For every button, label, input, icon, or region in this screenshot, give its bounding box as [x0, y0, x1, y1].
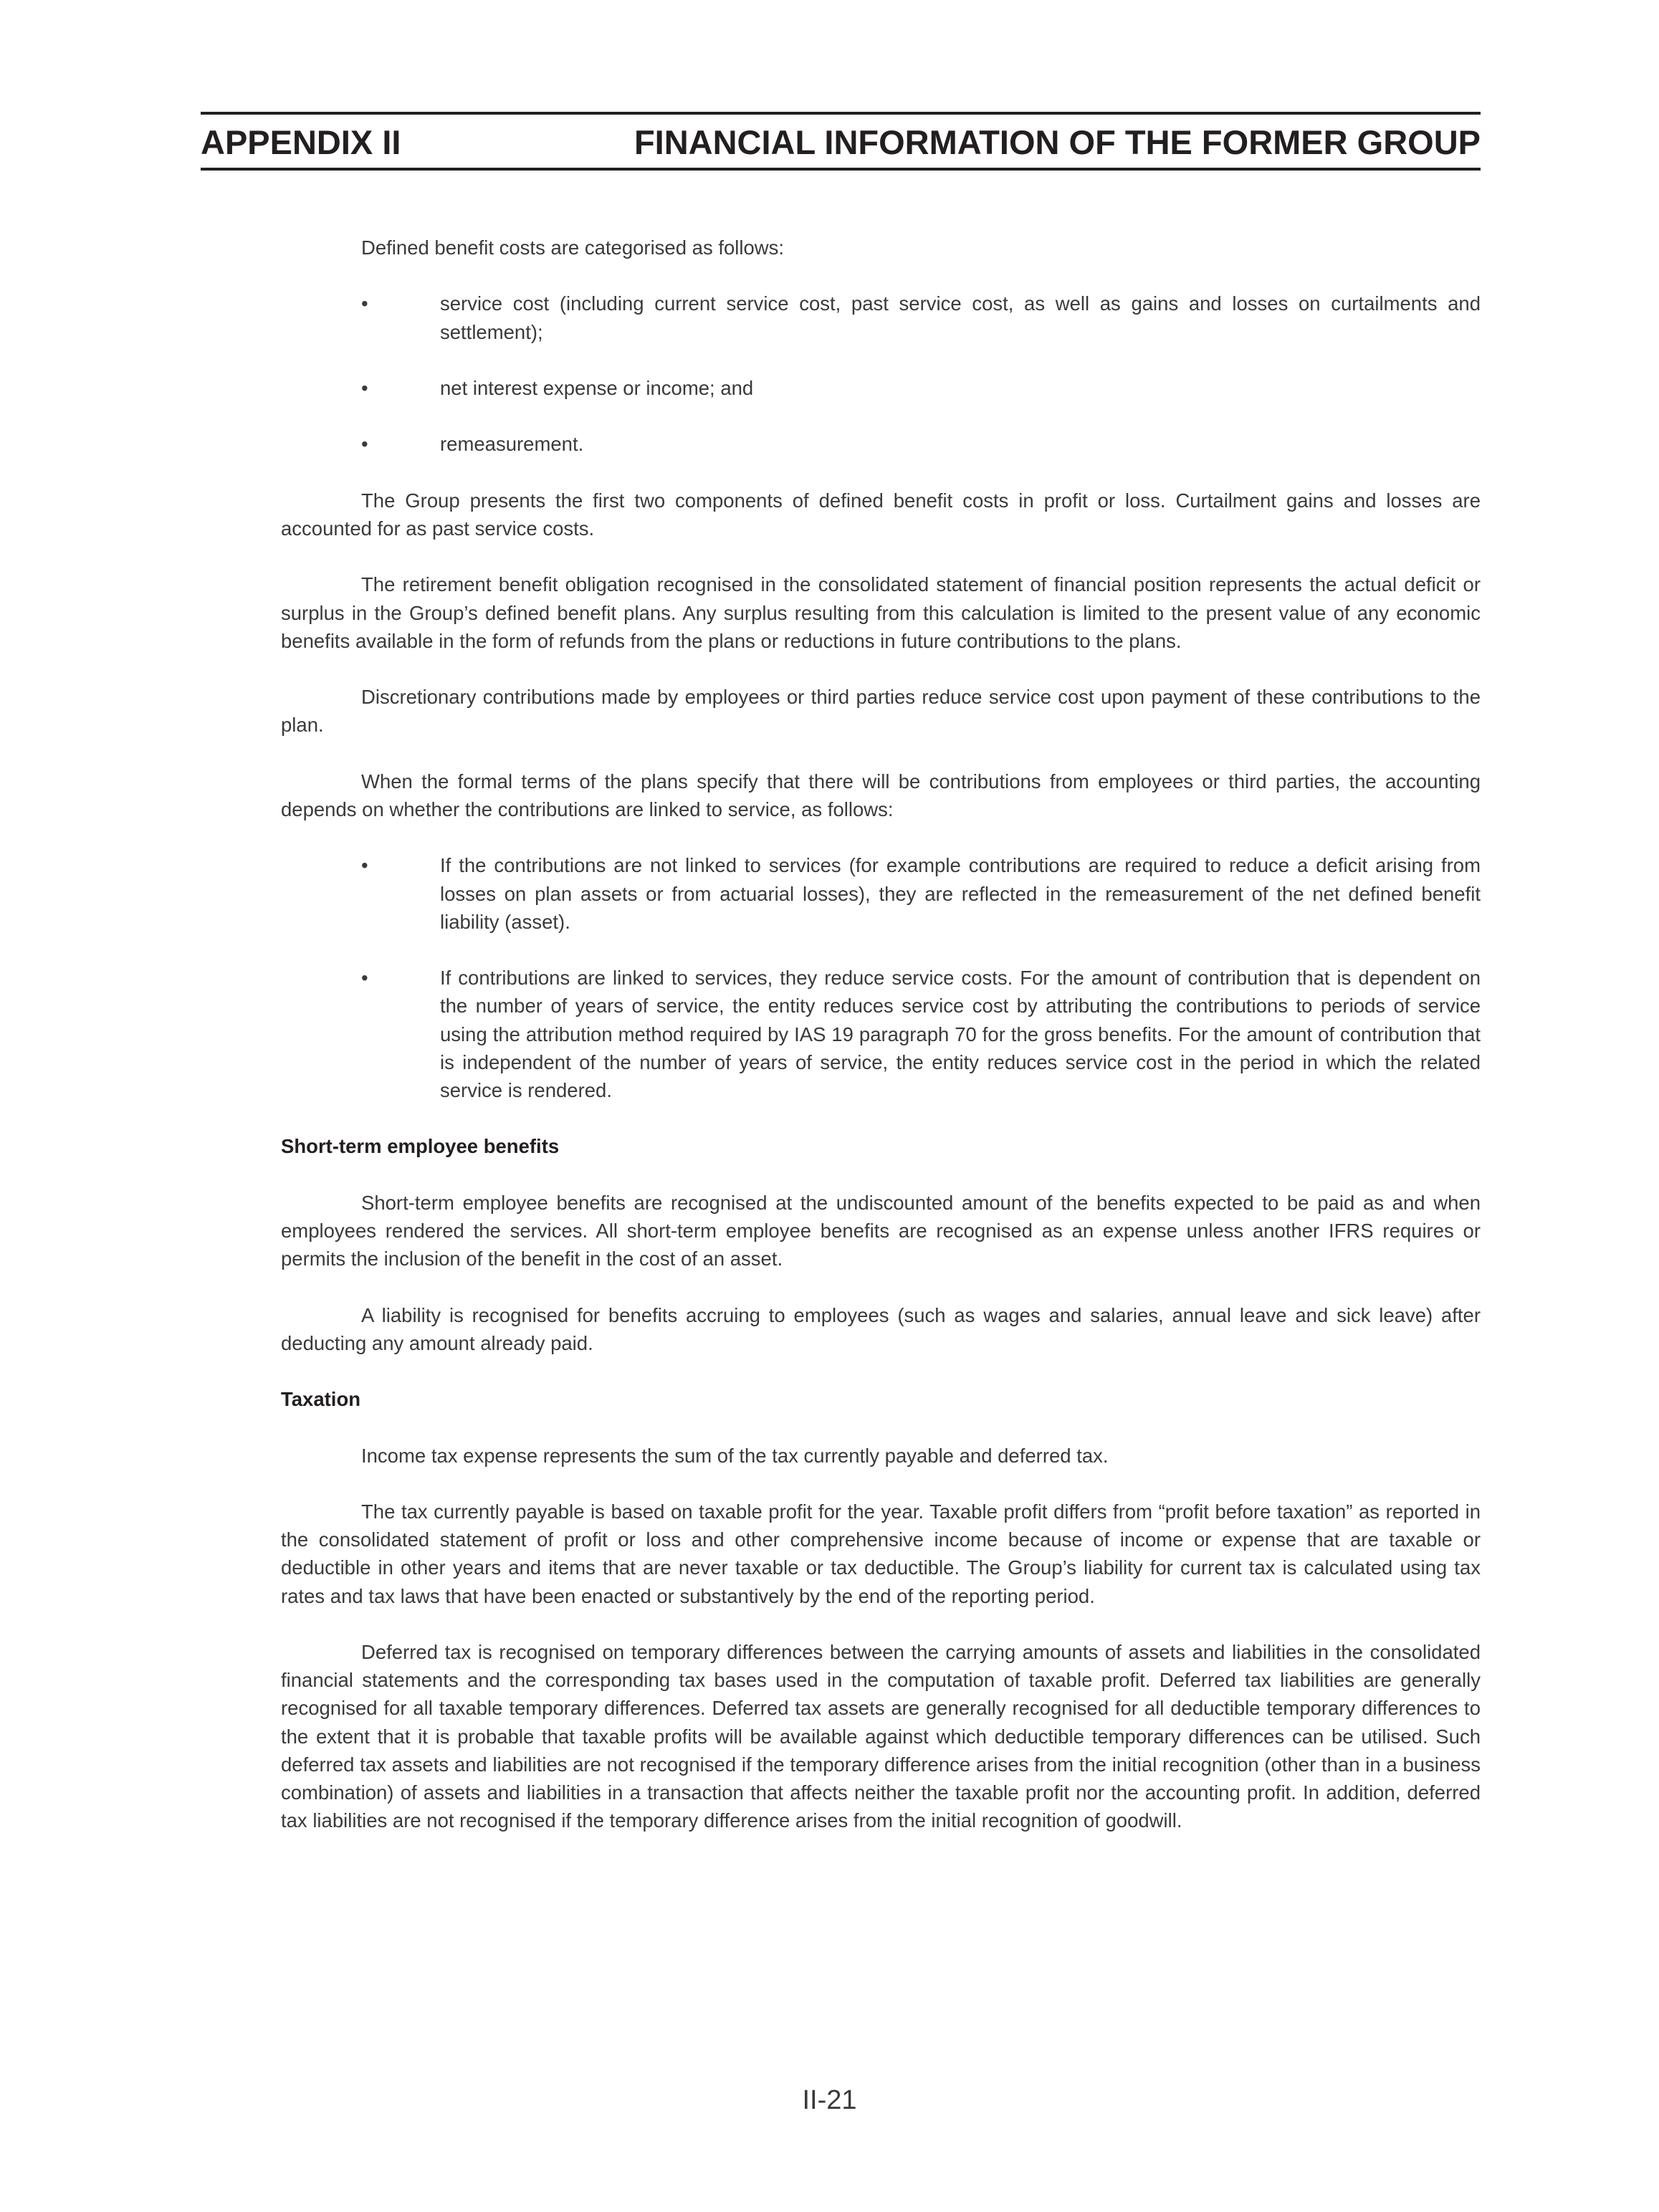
- list-item-text: If the contributions are not linked to services (for example contributions are required to reduce a deficit arising from losses on plan assets or from actuarial losses), they are reflected in the remeasurement of the net defined benefit liability (asset).: [440, 854, 1481, 933]
- paragraph: Deferred tax is recognised on temporary differences between the carrying amounts of assets and liabilities in the consolidated financial statements and the corresponding tax bases used in the computation of taxable profit. Deferred tax liabilities are generally recognised for all taxable temporary differences. Deferred tax assets are generally recognised for all deductible temporary differences to the extent that it is probable that taxable profits will be available against which deductible temporary differences can be utilised. Such deferred tax assets and liabilities are not recognised if the temporary difference arises from the initial recognition (other than in a business combination) of assets and liabilities in a transaction that affects neither the taxable profit nor the accounting profit. In addition, deferred tax liabilities are not recognised if the temporary difference arises from the initial recognition of goodwill.: [281, 1640, 1481, 1832]
- bullet-icon: •: [361, 854, 368, 877]
- bullet-icon: •: [361, 433, 368, 456]
- paragraph: Short-term employee benefits are recognised at the undiscounted amount of the benefits expected to be paid as and when employees rendered the services. All short-term employee benefits are recognised as an expense unless another IFRS requires or permits the inclusion of the benefit in the cost of an asset.: [281, 1191, 1481, 1270]
- appendix-label: APPENDIX II: [201, 123, 401, 161]
- section-title: FINANCIAL INFORMATION OF THE FORMER GROUP: [634, 123, 1481, 161]
- paragraph: A liability is recognised for benefits accruing to employees (such as wages and salaries, annual leave and sick leave) after deducting any amount already paid.: [281, 1303, 1481, 1354]
- list-item: [281, 851, 1481, 936]
- page-number: II-21: [802, 2085, 857, 2115]
- paragraph: Discretionary contributions made by employees or third parties reduce service cost upon payment of these contributions to the plan.: [281, 686, 1481, 737]
- list-item-text: net interest expense or income; and: [440, 376, 754, 399]
- list-item-text: remeasurement.: [440, 433, 584, 456]
- list-item-text: If contributions are linked to services, they reduce service costs. For the amount of contribution that is dependent on the number of years of service, the entity reduces service cost by attributing the contributions to periods of service using the attribution method required by IAS 19 paragraph 70 for the gross benefits. For the amount of contribution that is independent of the number of years of service, the entity reduces service cost in the period in which the related service is rendered.: [440, 967, 1481, 1101]
- page-header: [201, 112, 1481, 171]
- section-heading-taxation: Taxation: [281, 1388, 361, 1411]
- list-item: [281, 430, 1481, 458]
- list-item: [281, 374, 1481, 402]
- bullet-icon: •: [361, 376, 368, 399]
- intro-paragraph: Defined benefit costs are categorised as follows:: [361, 236, 785, 259]
- paragraph: Income tax expense represents the sum of the tax currently payable and deferred tax.: [361, 1444, 1109, 1467]
- paragraph: The retirement benefit obligation recognised in the consolidated statement of financial position represents the actual deficit or surplus in the Group’s defined benefit plans. Any surplus resulting from this calculation is limited to the present value of any economic benefits available in the form of refunds from the plans or reductions in future contributions to the plans.: [281, 573, 1481, 652]
- bullet-list-contributions: [281, 851, 1481, 1104]
- bullet-icon: •: [361, 292, 368, 315]
- bullet-icon: •: [361, 967, 368, 990]
- list-item: [281, 289, 1481, 345]
- section-heading-short-term-benefits: Short-term employee benefits: [281, 1135, 560, 1158]
- list-item-text: service cost (including current service cost, past service cost, as well as gains and losses on curtailments and settlement);: [440, 292, 1481, 343]
- bullet-list-cost-categories: [281, 289, 1481, 458]
- paragraph: When the formal terms of the plans specify that there will be contributions from employees or third parties, the accounting depends on whether the contributions are linked to service, as follows:: [281, 770, 1481, 820]
- paragraph: The Group presents the first two components of defined benefit costs in profit or loss. Curtailment gains and losses are accounted for as past service costs.: [281, 489, 1481, 540]
- list-item: [281, 964, 1481, 1104]
- document-body: [281, 234, 1481, 1863]
- paragraph: The tax currently payable is based on taxable profit for the year. Taxable profit differs from “profit before taxation” as reported in the consolidated statement of profit or loss and other comprehensive income because of income or expense that are taxable or deductible in other years and items that are never taxable or tax deductible. The Group’s liability for current tax is calculated using tax rates and tax laws that have been enacted or substantively by the end of the reporting period.: [281, 1500, 1481, 1607]
